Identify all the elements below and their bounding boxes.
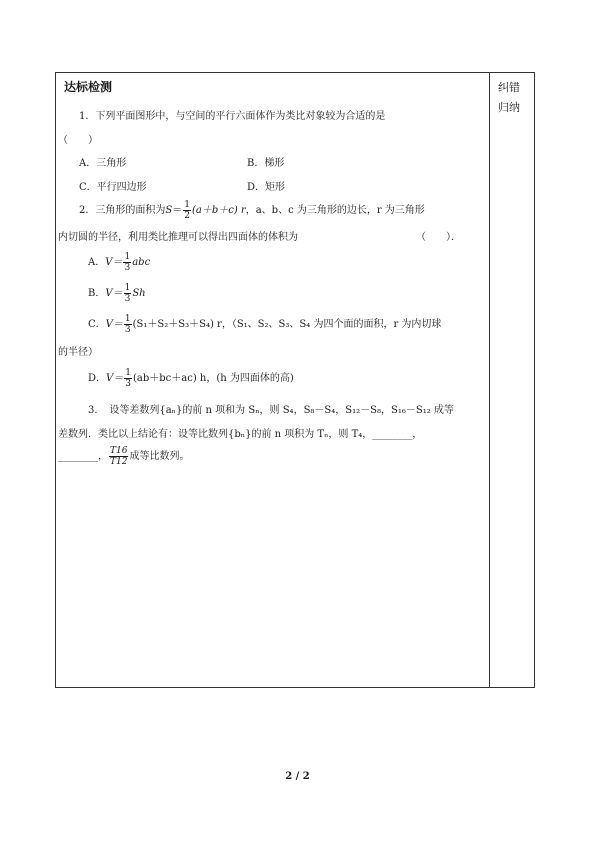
q2-opt-b-label: B． bbox=[88, 288, 106, 299]
q2-opt-a-tail: abc bbox=[132, 257, 151, 268]
q2-option-b bbox=[88, 283, 146, 304]
q2-stem-line1 bbox=[79, 200, 425, 221]
q2-opt-c-v: V＝ bbox=[105, 319, 123, 330]
page-number: 2 / 2 bbox=[285, 771, 310, 782]
q2-opt-d-label: D． bbox=[88, 373, 107, 384]
q2-opt-c-frac-num: 1 bbox=[124, 314, 131, 324]
q2-opt-c-label: C． bbox=[88, 319, 106, 330]
q2-formula-tail: (a＋b＋c) r bbox=[191, 205, 246, 216]
q2-opt-d-tail: (ab＋bc＋ac) h，(h 为四面体的高) bbox=[133, 373, 294, 384]
q2-opt-d-v: V＝ bbox=[106, 373, 124, 384]
q3-line3 bbox=[58, 446, 189, 467]
q2-formula-s: S bbox=[165, 205, 173, 216]
q2-opt-c-fraction bbox=[124, 314, 132, 335]
q3-line3-post: 成等比数列。 bbox=[129, 451, 190, 462]
q2-opt-a-frac-den: 3 bbox=[124, 263, 131, 273]
q2-option-d bbox=[88, 368, 294, 389]
side-label-line1: 纠错 bbox=[498, 81, 520, 94]
side-label-line2: 归纳 bbox=[498, 101, 520, 114]
q3-frac-den: T12 bbox=[110, 457, 128, 467]
column-divider bbox=[489, 72, 490, 688]
q2-opt-c-line2: 的半径） bbox=[58, 347, 98, 358]
q2-opt-a-frac-num: 1 bbox=[124, 252, 131, 262]
q1-option-a: A．三角形 bbox=[79, 158, 127, 169]
q2-stem-post: ，a、b、c 为三角形的边长，r 为三角形 bbox=[245, 205, 425, 216]
q1-paren: （ ） bbox=[58, 135, 98, 146]
q2-opt-c-frac-den: 3 bbox=[124, 325, 131, 335]
q1-option-d: D．矩形 bbox=[247, 182, 286, 193]
q2-option-c bbox=[88, 314, 441, 335]
section-title: 达标检测 bbox=[64, 80, 113, 94]
q2-stem-line2: 内切圆的半径，利用类比推理可以得出四面体的体积为 bbox=[58, 232, 298, 243]
q2-opt-d-fraction bbox=[124, 368, 132, 389]
q2-fraction bbox=[183, 200, 191, 221]
side-column bbox=[498, 78, 532, 118]
q3-fraction bbox=[109, 446, 128, 467]
q3-line1: 3． 设等差数列{aₙ}的前 n 项和为 Sₙ，则 S₄，S₈－S₄，S₁₂－S₈，S₁₆－S₁₂ 成等 bbox=[88, 405, 454, 416]
q2-option-a bbox=[88, 252, 150, 273]
q2-opt-a-fraction bbox=[123, 252, 131, 273]
q1-option-c: C．平行四边形 bbox=[79, 182, 147, 193]
q2-paren: （ ）． bbox=[416, 232, 461, 243]
q2-opt-a-v: V＝ bbox=[105, 257, 123, 268]
q2-frac-num: 1 bbox=[184, 200, 190, 210]
q2-opt-a-label: A． bbox=[88, 257, 106, 268]
q2-opt-d-frac-den: 3 bbox=[125, 379, 131, 389]
q1-option-b: B．梯形 bbox=[247, 158, 285, 169]
q3-blank: ________， bbox=[58, 451, 108, 462]
q2-opt-b-frac-num: 1 bbox=[124, 283, 131, 293]
q3-line2: 差数列．类比以上结论有：设等比数列{bₙ}的前 n 项积为 Tₙ，则 T₄，________， bbox=[58, 429, 423, 440]
q2-opt-c-tail: (S₁＋S₂＋S₃＋S₄) r，（S₁、S₂、S₃、S₄ 为四个面的面积，r 为内切球 bbox=[132, 319, 442, 330]
q3-frac-num: T16 bbox=[110, 446, 128, 456]
q2-stem-pre: 2．三角形的面积为 bbox=[79, 205, 166, 216]
q2-eq: ＝ bbox=[172, 205, 183, 216]
q2-opt-b-v: V＝ bbox=[105, 288, 123, 299]
q2-opt-d-frac-num: 1 bbox=[125, 368, 131, 378]
q2-opt-b-fraction bbox=[124, 283, 132, 304]
q2-opt-b-tail: Sh bbox=[132, 288, 146, 299]
q1-stem: 1．下列平面图形中，与空间的平行六面体作为类比对象较为合适的是 bbox=[79, 111, 386, 122]
q2-opt-b-frac-den: 3 bbox=[124, 294, 131, 304]
q2-frac-den: 2 bbox=[184, 211, 190, 221]
